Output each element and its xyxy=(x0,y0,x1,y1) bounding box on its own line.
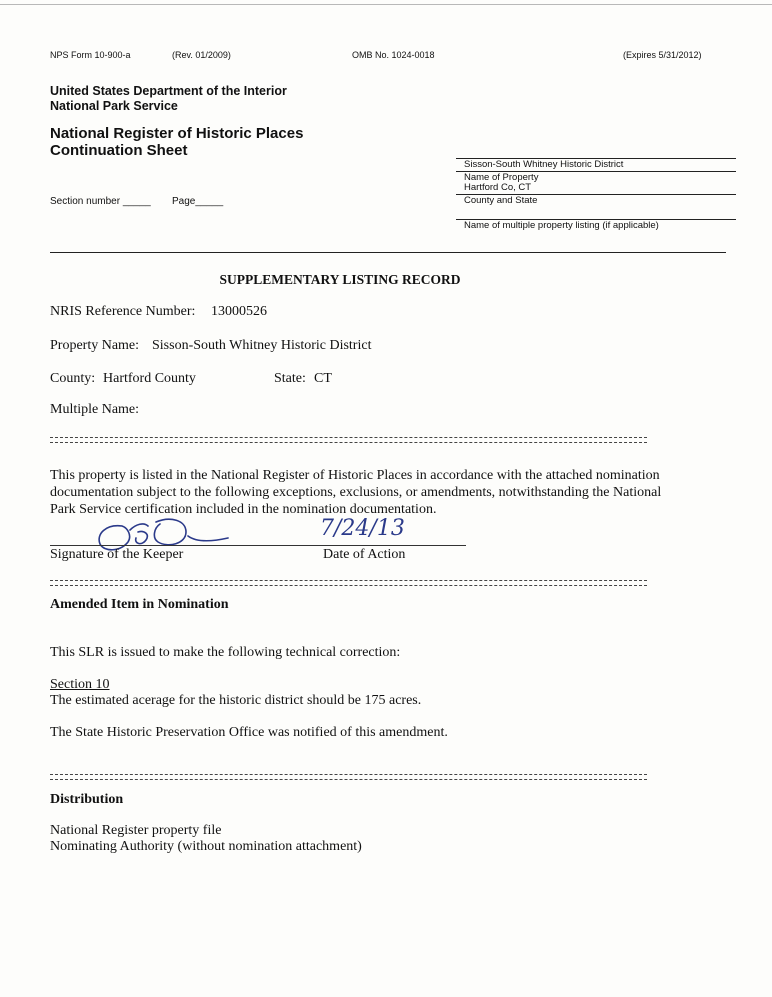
header-separator xyxy=(50,252,726,253)
form-title: National Register of Historic Places xyxy=(50,125,304,142)
scan-edge-line xyxy=(0,4,772,5)
amended-heading: Amended Item in Nomination xyxy=(50,597,229,612)
dashed-separator-3 xyxy=(50,774,647,780)
form-revision: (Rev. 01/2009) xyxy=(172,50,231,60)
county-label: County: xyxy=(50,371,96,386)
property-name-value: Sisson-South Whitney Historic District xyxy=(464,159,624,170)
keeper-signature-label: Signature of the Keeper xyxy=(50,547,184,562)
agency-service: National Park Service xyxy=(50,99,178,113)
county-state-caption: County and State xyxy=(464,195,538,206)
page-field: Page_____ xyxy=(172,196,224,207)
property-name-text: Sisson-South Whitney Historic District xyxy=(152,338,372,353)
dashed-separator-2 xyxy=(50,580,647,586)
signature-rule xyxy=(50,545,466,546)
listing-statement: This property is listed in the National Register of Historic Places in accordance with the attached nomination documentation subject to the following exceptions, exclusions, or amendments, notwithstanding the National Park Service certification included in the nomination documentation. xyxy=(50,468,662,517)
form-subtitle: Continuation Sheet xyxy=(50,142,188,159)
expiration-date: (Expires 5/31/2012) xyxy=(623,50,702,60)
nris-label: NRIS Reference Number: xyxy=(50,304,196,319)
dashed-separator-1 xyxy=(50,437,647,443)
county-value: Hartford County xyxy=(103,371,196,386)
distribution-item: National Register property file xyxy=(50,823,222,838)
county-state-value: Hartford Co, CT xyxy=(464,182,532,193)
amended-intro: This SLR is issued to make the following technical correction: xyxy=(50,645,401,660)
property-name-label: Property Name: xyxy=(50,338,140,353)
distribution-heading: Distribution xyxy=(50,792,124,807)
multiple-name-label: Multiple Name: xyxy=(50,402,140,417)
amended-notice: The State Historic Preservation Office was notified of this amendment. xyxy=(50,725,448,740)
state-label: State: xyxy=(274,371,306,386)
amended-correction: The estimated acerage for the historic district should be 175 acres. xyxy=(50,693,422,708)
form-number: NPS Form 10-900-a xyxy=(50,50,131,60)
nris-value: 13000526 xyxy=(211,304,267,319)
section-number-field: Section number _____ xyxy=(50,196,151,207)
property-name-caption: Name of Property xyxy=(464,172,539,183)
date-of-action-label: Date of Action xyxy=(323,547,406,562)
multiple-listing-caption: Name of multiple property listing (if applicable) xyxy=(464,220,659,231)
distribution-item: Nominating Authority (without nomination attachment) xyxy=(50,839,362,854)
action-date-handwritten: 7/24/13 xyxy=(320,516,405,541)
record-heading: SUPPLEMENTARY LISTING RECORD xyxy=(219,272,461,287)
agency-department: United States Department of the Interior xyxy=(50,84,287,98)
amended-section-ref: Section 10 xyxy=(50,677,110,692)
state-value: CT xyxy=(314,371,332,386)
omb-number: OMB No. 1024-0018 xyxy=(352,50,435,60)
